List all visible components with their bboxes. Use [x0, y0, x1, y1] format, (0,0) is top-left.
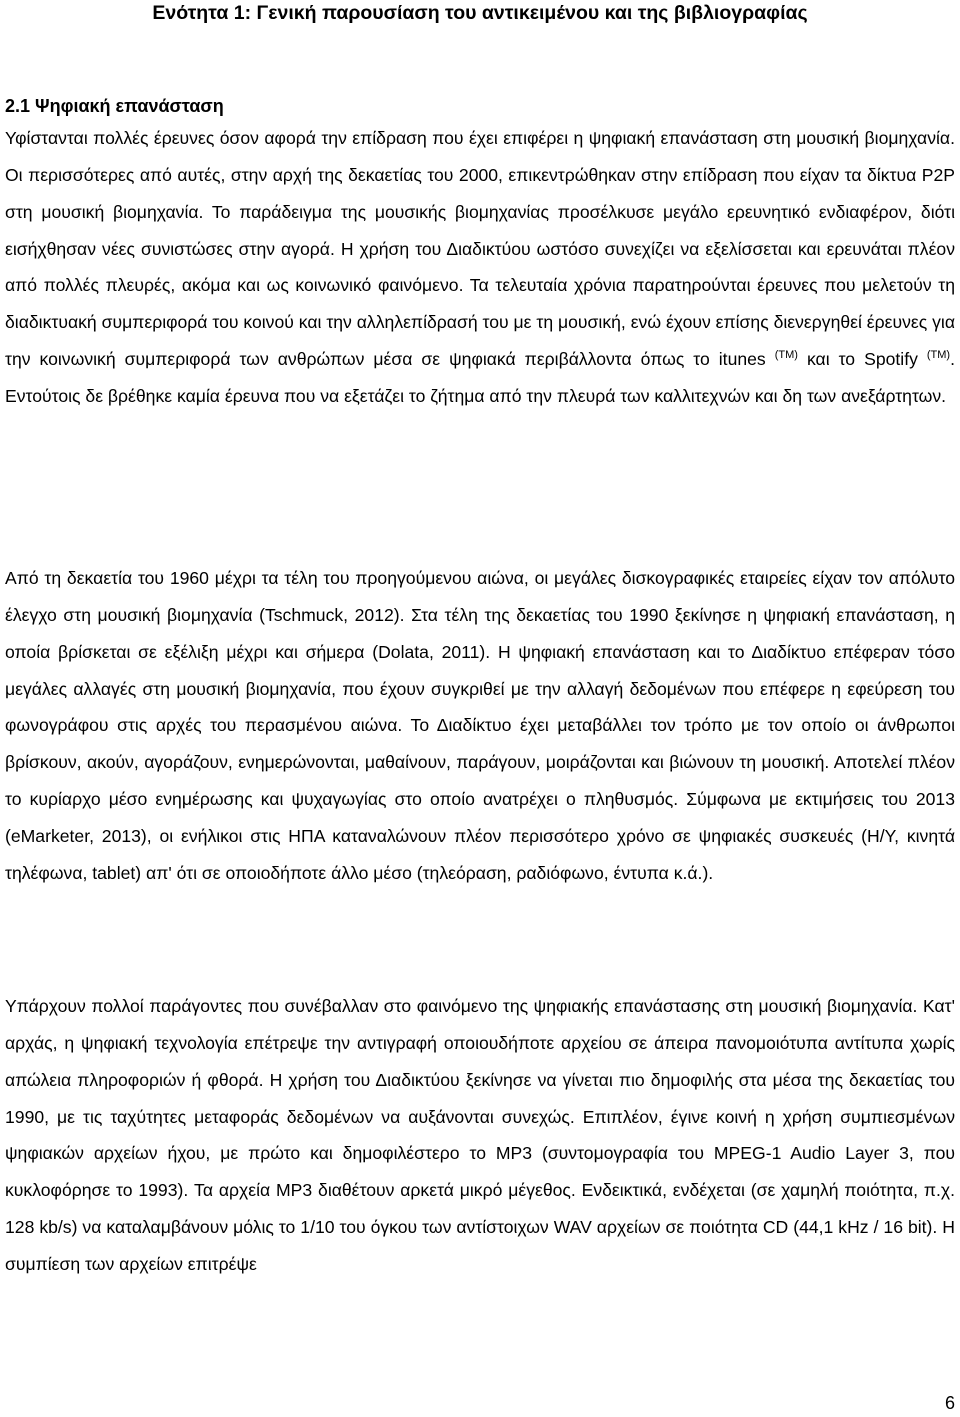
trademark-mark: (TM): [926, 349, 951, 362]
paragraph-1-text-a: Υφίστανται πολλές έρευνες όσον αφορά την επίδραση που έχει επιφέρει η ψηφιακή επανάσταση στη μουσική βιομηχανία. Οι περισσότερες από αυτές, στην αρχή της δεκαετίας του 2000, επικεντρώθηκαν στην επίδραση που είχαν τα δίκτυα P2P στη μουσική βιομηχανία. Το παράδειγμα της μουσικής βιομηχανίας προσέλκυσε μεγάλο ερευνητικό ενδιαφέρον, διότι εισήχθησαν νέες συνιστώσες στην αγορά. Η χρήση του Διαδικτύου ωστόσο συνεχίζει να εξελίσσεται και ερευνάται πλέον από πολλές πλευρές, ακόμα και ως κοινωνικό φαινόμενο. Τα τελευταία χρόνια παρατηρούνται έρευνες που μελετούν τη διαδικτυακή συμπεριφορά του κοινού και την αλληλεπίδρασή του με τη μουσική, ενώ έχουν επίσης διενεργηθεί έρευνες για την κοινωνική συμπεριφορά των ανθρώπων μέσα σε ψηφιακά περιβάλλοντα όπως το itunes: [5, 128, 955, 370]
page-number: 6: [944, 1393, 955, 1413]
paragraph-1-text-c: . Εντούτοις δε βρέθηκε καμία έρευνα που να εξετάζει το ζήτημα από την πλευρά των καλλιτεχνών και δη των ανεξάρτητων.: [5, 349, 955, 406]
section-heading: 2.1 Ψηφιακή επανάσταση: [5, 96, 224, 116]
paragraph-3: Υπάρχουν πολλοί παράγοντες που συνέβαλλαν στο φαινόμενο της ψηφιακής επανάστασης στη μουσική βιομηχανία. Κατ' αρχάς, η ψηφιακή τεχνολογία επέτρεψε την αντιγραφή οποιουδήποτε αρχείου σε άπειρα πανομοιότυπα αντίτυπα χωρίς απώλεια πληροφοριών ή φθορά. Η χρήση του Διαδικτύου ξεκίνησε να γίνεται πιο δημοφιλής στα μέσα της δεκαετίας του 1990, με τις ταχύτητες μεταφοράς δεδομένων να αυξάνονται συνεχώς. Επιπλέον, έγινε κοινή η χρήση συμπιεσμένων ψηφιακών αρχείων ήχου, με πρώτο και δημοφιλέστερο το MP3 (συντομογραφία του MPEG-1 Audio Layer 3, που κυκλοφόρησε το 1993). Τα αρχεία MP3 διαθέτουν αρκετά μικρό μέγεθος. Ενδεικτικά, ενδέχεται (σε χαμηλή ποιότητα, π.χ. 128 kb/s) να καταλαμβάνουν μόλις το 1/10 του όγκου των αντίστοιχων WAV αρχείων σε ποιότητα CD (44,1 kHz / 16 bit). Η συμπίεση των αρχείων επιτρέψε: [5, 996, 955, 1274]
paragraph-1-text-b: και το Spotify: [797, 349, 918, 370]
chapter-header: Ενότητα 1: Γενική παρουσίαση του αντικειμένου και της βιβλιογραφίας: [152, 2, 808, 24]
paragraph-2: Από τη δεκαετία του 1960 μέχρι τα τέλη του προηγούμενου αιώνα, οι μεγάλες δισκογραφικές εταιρείες είχαν τον απόλυτο έλεγχο στη μουσική βιομηχανία (Tschmuck, 2012). Στα τέλη της δεκαετίας του 1990 ξεκίνησε η ψηφιακή επανάσταση, η οποία βρίσκεται σε εξέλιξη μέχρι και σήμερα (Dolata, 2011). Η ψηφιακή επανάσταση και το Διαδίκτυο επέφεραν τόσο μεγάλες αλλαγές στη μουσική βιομηχανία, που έχουν συγκριθεί με την αλλαγή δεδομένων που επέφερε η εφεύρεση του φωνογράφου στις αρχές του περασμένου αιώνα. Το Διαδίκτυο έχει μεταβάλλει τον τρόπο με τον οποίο οι άνθρωποι βρίσκουν, ακούν, αγοράζουν, ενημερώνονται, μαθαίνουν, παράγουν, μοιράζονται και βιώνουν τη μουσική. Αποτελεί πλέον το κυρίαρχο μέσο ενημέρωσης και ψυχαγωγίας στο οποίο ανατρέχει ο πληθυσμός. Σύμφωνα με εκτιμήσεις του 2013 (eMarketer, 2013), οι ενήλικοι στις ΗΠΑ καταναλώνουν πλέον περισσότερο χρόνο σε ψηφιακές συσκευές (Η/Υ, κινητά τηλέφωνα, tablet) απ' ότι σε οποιοδήποτε άλλο μέσο (τηλεόραση, ραδιόφωνο, έντυπα κ.ά.).: [5, 568, 955, 883]
paragraph-1: [5, 120, 955, 415]
trademark-mark: (TM): [774, 349, 798, 362]
